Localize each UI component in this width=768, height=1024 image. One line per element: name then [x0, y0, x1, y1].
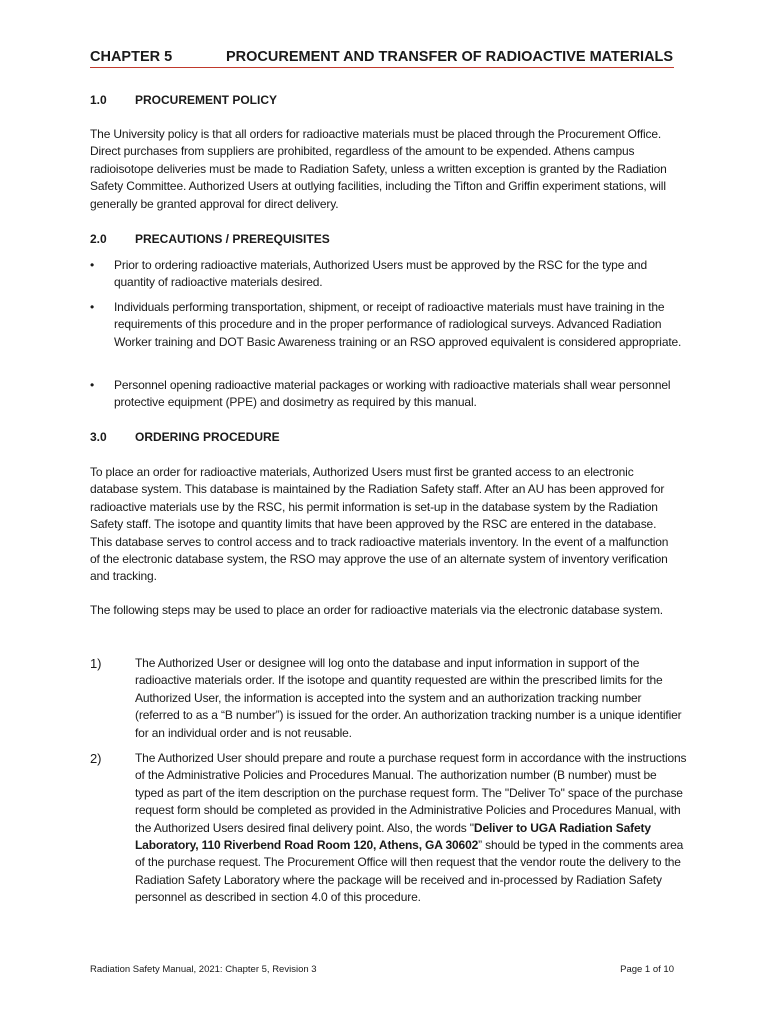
step-text-part: The Authorized User should prepare and route a purchase request form in accordance with the instructions of the Administrative Policies and Procedures Manual. The authorization number (B number) must be typed as part of the item description on the purchase request form. The "Deliver To" space of the purchase request form should be completed as provided in the Administrative Policies and Procedures Manual, with the Authorized Users desired final delivery point. Also, the words " — [135, 751, 687, 835]
chapter-number: CHAPTER 5 — [90, 49, 173, 65]
step-number: 1) — [90, 656, 102, 671]
page-number: Page 1 of 10 — [620, 964, 674, 975]
section-title: PROCUREMENT POLICY — [135, 93, 278, 107]
section-number: 2.0 — [90, 232, 107, 246]
step-text-part: ” should be typed in the comments area of the purchase request. The Procurement Office will then request that the vendor route the delivery to the Radiation Safety Laboratory where the package will be received and in-processed by Radiation Safety personnel as described in section 4.0 of this procedure. — [135, 838, 684, 905]
section-title: ORDERING PROCEDURE — [135, 430, 280, 444]
list-item-text: Individuals performing transportation, shipment, or receipt of radioactive materials must have training in the requirements of this procedure and in the proper performance of radiological surveys. Advanced Radiation Worker training and DOT Basic Awareness training or an RSO approved equivalent is considered appropriate. — [114, 300, 682, 349]
section-heading-ordering-procedure — [90, 430, 280, 444]
step-text — [135, 750, 687, 907]
ordering-paragraph: To place an order for radioactive materials, Authorized Users must first be granted access to an electronic database system. This database is maintained by the Radiation Safety staff. After an AU has been approved for radioactive materials use by the RSC, his permit information is set-up in the database system by the Radiation Safety staff. The isotope and quantity limits that have been approved by the RSC are entered in the database. This database serves to control access and to track radioactive materials inventory. In the event of a malfunction of the electronic database system, the RSO may approve the use of an alternate system of inventory verification and tracking. — [90, 465, 669, 584]
document-page — [90, 0, 687, 1024]
section-title: PRECAUTIONS / PREREQUISITES — [135, 232, 330, 246]
bullet-marker: • — [90, 378, 95, 392]
section-heading-procurement-policy — [90, 93, 277, 107]
list-item-text: Prior to ordering radioactive materials, Authorized Users must be approved by the RSC for the type and quantity of radioactive materials desired. — [114, 258, 647, 290]
bullet-marker: • — [90, 300, 95, 314]
chapter-title: PROCUREMENT AND TRANSFER OF RADIOACTIVE MATERIALS — [226, 49, 674, 65]
section-number: 3.0 — [90, 430, 107, 444]
chapter-header — [90, 49, 674, 68]
section-number: 1.0 — [90, 93, 107, 107]
page-footer — [90, 964, 674, 975]
bullet-marker: • — [90, 258, 95, 272]
policy-paragraph: The University policy is that all orders for radioactive materials must be placed through the Procurement Office. Direct purchases from suppliers are prohibited, regardless of the amount to be expended. Athens campus radioisotope deliveries must be made to Radiation Safety, unless a written exception is granted by the Radiation Safety Committee. Authorized Users at outlying facilities, including the Tifton and Griffin experiment stations, will generally be granted approval for direct delivery. — [90, 127, 667, 211]
list-item-text: Personnel opening radioactive material packages or working with radioactive materials shall wear personnel protective equipment (PPE) and dosimetry as required by this manual. — [114, 378, 671, 410]
steps-intro-paragraph: The following steps may be used to place an order for radioactive materials via the electronic database system. — [90, 603, 663, 617]
step-text: The Authorized User or designee will log onto the database and input information in support of the radioactive materials order. If the isotope and quantity requested are within the prescribed limits for the Authorized User, the information is accepted into the system and an authorization tracking number (referred to as a “B number”) is issued for the order. An authorization tracking number is a unique identifier for an individual order and is not reusable. — [135, 656, 682, 740]
step-number: 2) — [90, 751, 102, 766]
section-heading-precautions — [90, 232, 330, 246]
delivery-address: Deliver to UGA Radiation Safety Laboratory, 110 Riverbend Road Room 120, Athens, GA 30602 — [135, 820, 651, 853]
footer-manual-title: Radiation Safety Manual, 2021: Chapter 5, Revision 3 — [90, 964, 317, 975]
